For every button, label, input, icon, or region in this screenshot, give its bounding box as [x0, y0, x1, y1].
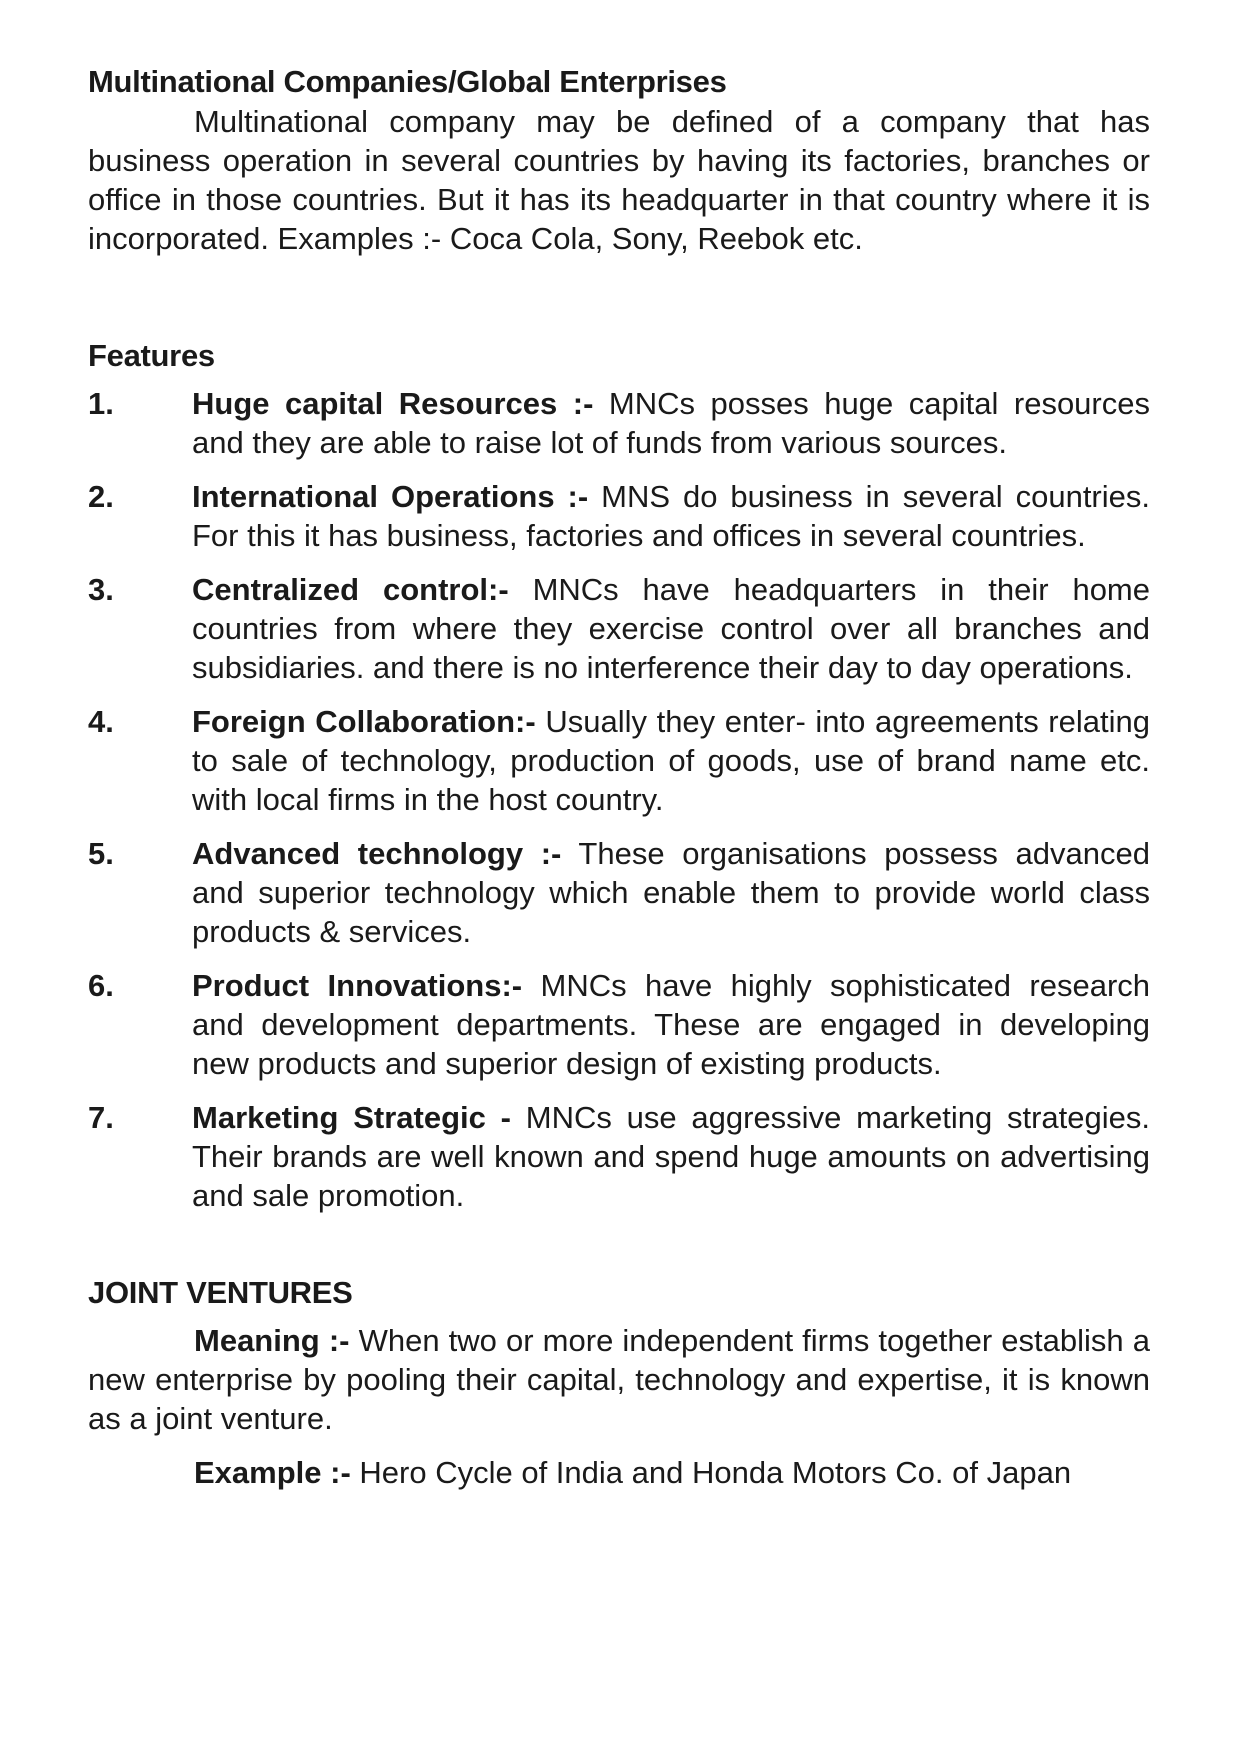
example-label: Example :- [194, 1455, 351, 1490]
feature-title: Centralized control:- [192, 572, 509, 607]
feature-title: Huge capital Resources :- [192, 386, 594, 421]
feature-number: 5. [88, 836, 114, 871]
feature-text: Usually they enter- into agreements relating to sale of technology, production of goods, use of brand name etc. with local firms in the host country. [192, 704, 1150, 817]
joint-ventures-heading: JOINT VENTURES [88, 1275, 353, 1310]
feature-body [192, 570, 1150, 687]
features-heading: Features [88, 338, 215, 373]
feature-title: Advanced technology :- [192, 836, 562, 871]
feature-text: MNCs have highly sophisticated research and development departments. These are engaged in developing new products and superior design of existing products. [192, 968, 1151, 1081]
feature-body [192, 966, 1150, 1083]
feature-title: Marketing Strategic - [192, 1100, 511, 1135]
joint-venture-meaning [88, 1321, 1150, 1438]
feature-item [88, 477, 1150, 555]
feature-item [88, 570, 1150, 687]
feature-body [192, 1098, 1150, 1215]
feature-item [88, 834, 1150, 951]
feature-number: 7. [88, 1100, 114, 1135]
feature-item [88, 1098, 1150, 1215]
mnc-definition: Multinational company may be defined of a company that has business operation in several countries by having its factories, branches or office in those countries. But it has its headquarter in that country where it is incorporated. Examples :- Coca Cola, Sony, Reebok etc. [88, 104, 1150, 256]
meaning-label: Meaning :- [194, 1323, 350, 1358]
example-text: Hero Cycle of India and Honda Motors Co. of Japan [350, 1455, 1072, 1490]
meaning-text: When two or more independent firms together establish a new enterprise by pooling their capital, technology and expertise, it is known as a joint venture. [88, 1323, 1150, 1436]
feature-item [88, 384, 1150, 462]
feature-text: MNS do business in several countries. For this it has business, factories and offices in several countries. [192, 479, 1150, 553]
features-list [88, 384, 1150, 1215]
feature-title: Product Innovations:- [192, 968, 523, 1003]
feature-title: Foreign Collaboration:- [192, 704, 536, 739]
feature-number: 1. [88, 386, 114, 421]
feature-item [88, 702, 1150, 819]
feature-body [192, 702, 1150, 819]
feature-body [192, 477, 1150, 555]
feature-body [192, 834, 1150, 951]
feature-text: MNCs posses huge capital resources and they are able to raise lot of funds from various sources. [192, 386, 1150, 460]
feature-number: 4. [88, 704, 114, 739]
feature-text: MNCs have headquarters in their home countries from where they exercise control over all branches and subsidiaries. and there is no interference their day to day operations. [192, 572, 1150, 685]
feature-number: 3. [88, 572, 114, 607]
feature-title: International Operations :- [192, 479, 589, 514]
joint-venture-example [88, 1453, 1150, 1492]
feature-body [192, 384, 1150, 462]
feature-text: MNCs use aggressive marketing strategies. Their brands are well known and spend huge amounts on advertising and sale promotion. [192, 1100, 1150, 1213]
feature-number: 6. [88, 968, 114, 1003]
feature-item [88, 966, 1150, 1083]
feature-number: 2. [88, 479, 114, 514]
feature-text: These organisations possess advanced and superior technology which enable them to provide world class products & services. [192, 836, 1150, 949]
mnc-heading: Multinational Companies/Global Enterprises [88, 64, 727, 99]
